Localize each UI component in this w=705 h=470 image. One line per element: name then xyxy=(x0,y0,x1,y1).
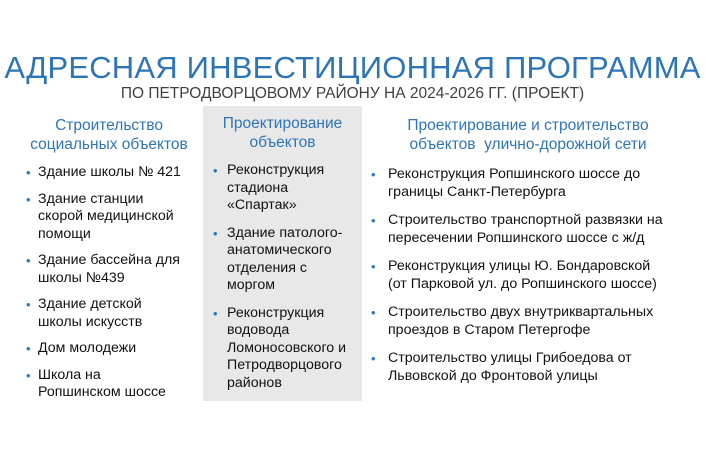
bullet-icon: • xyxy=(371,167,376,182)
bullet-icon: • xyxy=(26,297,31,312)
item-text-line: анатомического xyxy=(227,242,332,258)
column-heading-line: Проектирование xyxy=(222,115,343,132)
column-heading xyxy=(368,116,688,154)
item-text-line: Дом молодежи xyxy=(38,340,137,356)
item-list xyxy=(18,164,200,402)
bullet-icon: • xyxy=(26,367,31,383)
list-item xyxy=(368,304,688,339)
list-item xyxy=(203,305,362,393)
item-text-line: Строительство транспортной развязки на xyxy=(388,212,663,228)
list-item xyxy=(18,296,200,331)
item-text-line: Реконструкция улицы Ю. Бондаровской xyxy=(388,258,651,274)
item-text-line: Строительство улицы Грибоедова от xyxy=(388,350,632,366)
item-text-line: Здание патолого- xyxy=(227,224,343,241)
list-item xyxy=(368,350,688,385)
item-text-line: Здание станции xyxy=(38,190,144,207)
item-text-line: Здание детской xyxy=(38,296,142,312)
item-text-line: скорой медицинской xyxy=(38,208,174,224)
list-item xyxy=(18,367,200,402)
list-item xyxy=(368,212,688,247)
bullet-icon: • xyxy=(371,351,376,366)
item-text-line: (от Парковой ул. до Ропшинского шоссе) xyxy=(388,275,657,292)
list-item xyxy=(18,164,200,182)
bullet-icon: • xyxy=(26,191,31,207)
bullet-icon: • xyxy=(213,225,218,241)
bullet-icon: • xyxy=(213,163,218,178)
bullet-icon: • xyxy=(371,305,376,320)
item-text-line: Реконструкция xyxy=(227,162,325,178)
list-item xyxy=(203,225,362,295)
item-text-line: Здание бассейна для xyxy=(38,252,180,268)
bullet-icon: • xyxy=(371,259,376,274)
item-text-line: Реконструкция Ропшинского шоссе до xyxy=(388,166,641,182)
item-text-line: водовода xyxy=(227,322,290,338)
item-text-line: границы Санкт-Петербурга xyxy=(388,183,566,200)
item-text-line: Ропшинском шоссе xyxy=(38,384,166,400)
column-road-network xyxy=(368,116,688,396)
list-item xyxy=(18,252,200,287)
item-text-line: моргом xyxy=(227,277,276,293)
list-item xyxy=(368,166,688,201)
item-text-line: стадиона xyxy=(227,179,289,196)
item-list xyxy=(203,162,362,392)
item-text-line: Львовской до Фронтовой улицы xyxy=(388,367,598,384)
column-heading-line: Проектирование и строительство xyxy=(407,117,649,134)
column-heading xyxy=(203,114,362,152)
list-item xyxy=(18,340,200,358)
column-heading-line: объектов улично-дорожной сети xyxy=(409,136,647,153)
item-text-line: школы №439 xyxy=(38,269,125,286)
bullet-icon: • xyxy=(26,341,31,356)
item-text-line: отделения с xyxy=(227,259,307,276)
item-text-line: «Спартак» xyxy=(227,197,297,213)
item-text-line: районов xyxy=(227,374,282,391)
bullet-icon: • xyxy=(26,253,31,268)
column-design-objects xyxy=(203,106,362,401)
item-list xyxy=(368,166,688,385)
bullet-icon: • xyxy=(371,213,376,228)
column-heading-line: объектов xyxy=(249,134,316,151)
item-text-line: Здание школы № 421 xyxy=(38,164,181,180)
bullet-icon: • xyxy=(26,165,31,180)
column-heading xyxy=(18,116,200,154)
item-text-line: проездов в Старом Петергофе xyxy=(388,321,591,338)
column-social-construction xyxy=(18,116,200,411)
column-heading-line: социальных объектов xyxy=(30,136,188,153)
item-text-line: Петродворцового xyxy=(227,357,342,373)
item-text-line: Реконструкция xyxy=(227,304,325,321)
page-subtitle: ПО ПЕТРОДВОРЦОВОМУ РАЙОНУ НА 2024-2026 ГГ. (ПРОЕКТ) xyxy=(120,85,585,102)
item-text-line: пересечении Ропшинского шоссе с ж/д xyxy=(388,229,645,246)
item-text-line: Строительство двух внутриквартальных xyxy=(388,304,654,320)
item-text-line: Ломоносовского и xyxy=(227,339,347,356)
item-text-line: Школа на xyxy=(38,366,101,383)
item-text-line: школы искусств xyxy=(38,313,143,330)
bullet-icon: • xyxy=(213,305,218,321)
page-title: АДРЕСНАЯ ИНВЕСТИЦИОННАЯ ПРОГРАММА xyxy=(4,50,701,85)
item-text-line: помощи xyxy=(38,225,91,242)
column-heading-line: Строительство xyxy=(55,117,163,134)
list-item xyxy=(368,258,688,293)
list-item xyxy=(203,162,362,215)
list-item xyxy=(18,191,200,244)
